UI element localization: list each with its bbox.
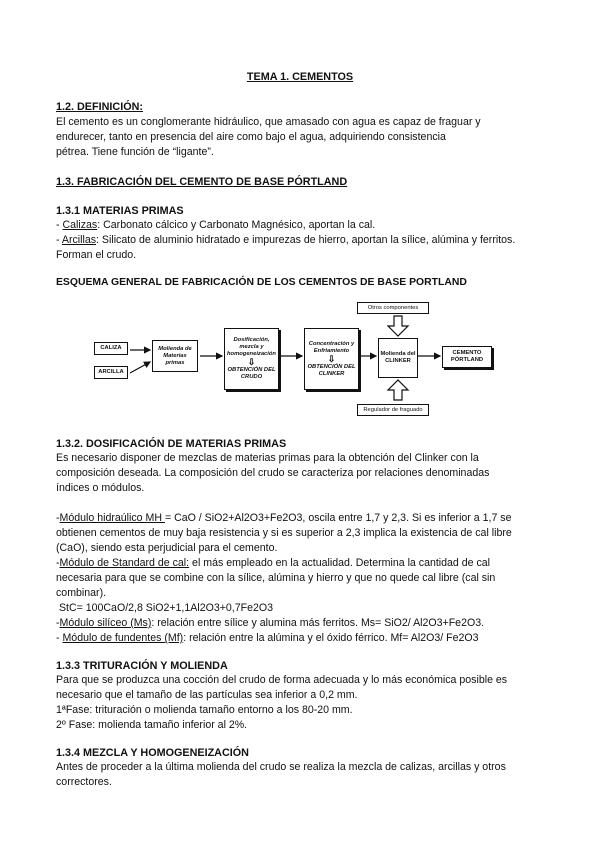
term-calizas: Calizas [62, 219, 98, 231]
box-cemento [442, 346, 492, 368]
box-dosificacion-sub: OBTENCIÓN DEL CRUDO [227, 367, 276, 380]
paragraph-definicion-3: pétrea. Tiene función de “ligante”. [56, 146, 214, 158]
box-concentracion-sub: OBTENCIÓN DEL CLINKER [307, 363, 356, 377]
term-arcillas: Arcillas [61, 234, 97, 246]
arrow-arcilla [130, 362, 150, 373]
box-dosificacion-label: Dosificación, mezcla y homogeneización [227, 337, 276, 357]
box-molienda-label: Molienda de Materias primas [158, 345, 192, 366]
paragraph-std-3: combinar). [56, 587, 107, 599]
paragraph-definicion-2: endurecer, tanto en presencia del aire como bajo el agua, adquiriendo consistencia [56, 131, 446, 143]
paragraph-trit-1: Para que se produzca una cocción del crudo de forma adecuada y lo más económica posible es [56, 674, 508, 686]
box-arcilla-label: ARCILLA [98, 369, 124, 375]
text: : Silicato de aluminio hidratado e impurezas de hierro, aportan la sílice, alúmina y ferritos. [96, 234, 516, 246]
paragraph-std-formula: StC= 100CaO/2,8 SiO2+1,1Al2O3+0,7Fe2O3 [56, 602, 274, 614]
paragraph-dosif-1: Es necesario disponer de mezclas de materias primas para la obtención del Clinker con la [56, 452, 479, 464]
term-modulo-standard: Módulo de Standard de cal: [59, 557, 190, 569]
paragraph-trit-3: 1ªFase: trituración o molienda tamaño entorno a los 80-20 mm. [56, 704, 353, 716]
term-modulo-siliceo: Módulo silíceo (Ms) [59, 617, 152, 629]
box-caliza-label: CALIZA [100, 345, 122, 351]
prefix: - [56, 512, 60, 524]
box-dosificacion [224, 328, 279, 390]
box-otros-label: Otros componentes [367, 304, 419, 311]
box-arcilla [94, 366, 128, 379]
big-arrow-up [388, 380, 408, 400]
paragraph-modulo-standard [56, 556, 556, 572]
section-heading-definicion: 1.2. DEFINICIÓN: [56, 101, 143, 113]
paragraph-modulo-fundentes [56, 631, 556, 647]
paragraph-std-2: necesaria para que se combine con la sílice, alúmina y hierro y que no quede cal libre (cal sin [56, 572, 496, 584]
down-arrow-icon: ⇩ [247, 357, 256, 367]
paragraph-mh-3: (CaO), siendo esta perjudicial para el cemento. [56, 542, 278, 554]
text: : Carbonato cálcico y Carbonato Magnésico, aportan la cal. [97, 219, 376, 231]
section-heading-dosificacion: 1.3.2. DOSIFICACIÓN DE MATERIAS PRIMAS [56, 438, 287, 450]
box-concentracion-label: Concentración y Enfriamiento [308, 340, 355, 354]
section-heading-fabricacion: 1.3. FABRICACIÓN DEL CEMENTO DE BASE PÓRTLAND [56, 176, 348, 188]
paragraph-dosif-2: composición deseada. La composición del crudo se caracteriza por relaciones denominadas [56, 467, 490, 479]
box-concentracion [304, 328, 359, 390]
box-cemento-label: CEMENTO PÓRTLAND [450, 350, 484, 363]
paragraph-trit-2: necesario que el tamaño de las partículas sea inferior a 0,2 mm. [56, 689, 358, 701]
section-heading-materias-primas: 1.3.1 MATERIAS PRIMAS [56, 205, 184, 217]
box-regulador-label: Regulador de fraguado [363, 406, 423, 413]
paragraph-mezcla-1: Antes de proceder a la última molienda del crudo se realiza la mezcla de calizas, arcillas y otros [56, 761, 506, 773]
box-molienda-clinker [378, 338, 418, 378]
paragraph-trit-4: 2º Fase: molienda tamaño inferior al 2%. [56, 719, 248, 731]
text: : relación entre la alúmina y el óxido férrico. Mf= Al2O3/ Fe2O3 [183, 632, 479, 644]
box-molienda-clinker-label: Molienda del CLINKER [380, 351, 416, 364]
page-title: TEMA 1. CEMENTOS [246, 71, 354, 83]
text: = CaO / SiO2+Al2O3+Fe2O3, oscila entre 1,7 y 2,3. Si es inferior a 1,7 se [164, 512, 512, 524]
box-molienda [152, 340, 198, 372]
term-modulo-hidraulico: Módulo hidraúlico MH [59, 512, 165, 524]
paragraph-modulo-hidraulico [56, 511, 556, 527]
down-arrow-icon: ⇩ [327, 353, 336, 364]
box-regulador-fraguado [357, 404, 429, 416]
paragraph-modulo-siliceo [56, 616, 556, 632]
text: : relación entre sílice y alumina más ferritos. Ms= SiO2/ Al2O3+Fe2O3. [151, 617, 485, 629]
paragraph-definicion-1: El cemento es un conglomerante hidráulico, que amasado con agua es capaz de fraguar y [56, 116, 481, 128]
big-arrow-down [388, 316, 408, 336]
prefix: - [56, 617, 60, 629]
paragraph-dosif-3: índices o módulos. [56, 482, 145, 494]
section-heading-mezcla: 1.3.4 MEZCLA Y HOMOGENEIZACIÓN [56, 747, 249, 759]
paragraph-mh-2: obtienen cementos de muy baja resistencia y si es superior a 2,3 implica la existencia de cal libre [56, 527, 512, 539]
paragraph-mezcla-2: correctores. [56, 776, 112, 788]
prefix: - [56, 219, 63, 231]
term-modulo-fundentes: Módulo de fundentes (Mf) [62, 632, 184, 644]
box-otros-componentes [357, 302, 429, 314]
prefix: - [56, 632, 63, 644]
section-heading-trituracion: 1.3.3 TRITURACIÓN Y MOLIENDA [56, 660, 228, 672]
prefix: - [56, 234, 62, 246]
paragraph-arcillas-2: Forman el crudo. [56, 249, 137, 261]
diagram-heading: ESQUEMA GENERAL DE FABRICACIÓN DE LOS CEMENTOS DE BASE PORTLAND [56, 277, 467, 288]
box-caliza [94, 342, 128, 355]
text: el más empleado en la actualidad. Determina la cantidad de cal [189, 557, 491, 569]
prefix: - [56, 557, 60, 569]
